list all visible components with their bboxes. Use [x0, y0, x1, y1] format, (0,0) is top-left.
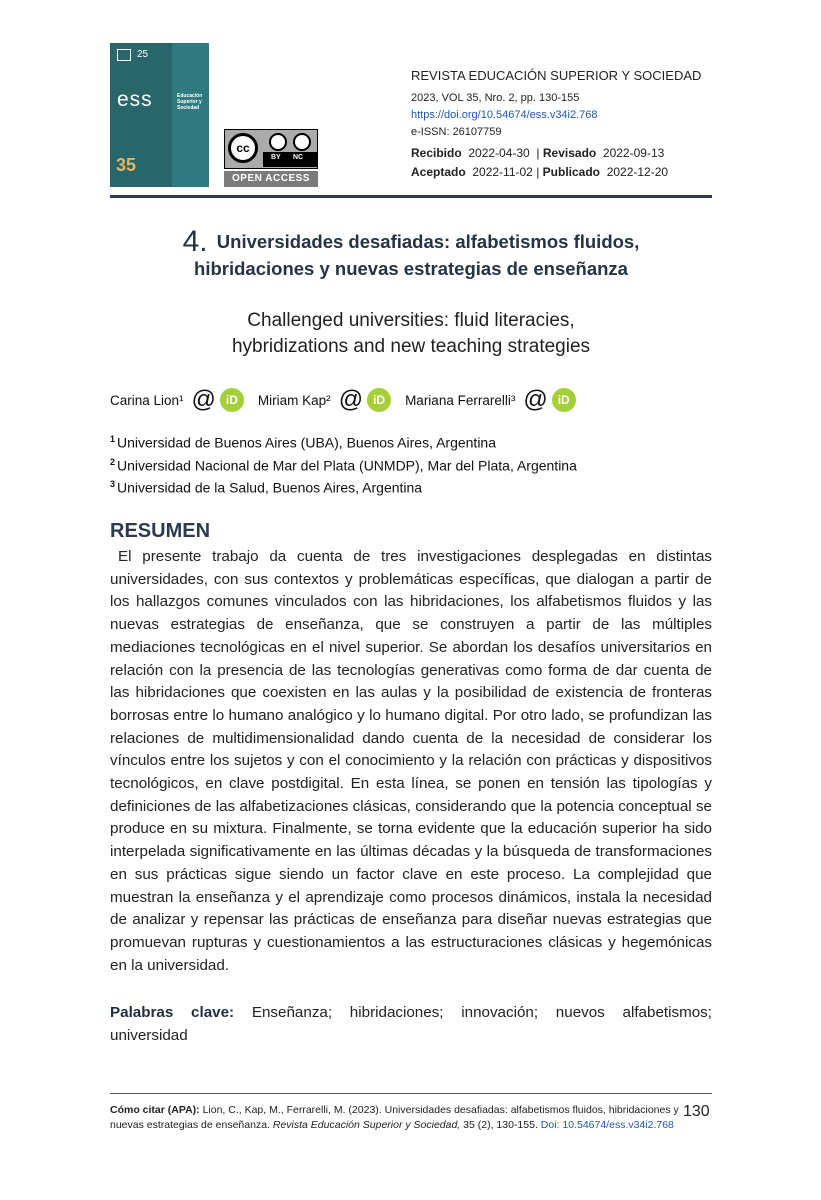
- affiliation-number: 2: [110, 457, 116, 467]
- published-label: Publicado: [542, 165, 601, 179]
- revised-label: Revisado: [542, 146, 597, 160]
- cover-logo-number: 25: [137, 49, 149, 60]
- author-list: [110, 386, 590, 414]
- affiliation: [110, 457, 577, 474]
- journal-name: REVISTA EDUCACIÓN SUPERIOR Y SOCIEDAD: [411, 68, 702, 83]
- accepted-label: Aceptado: [411, 165, 466, 179]
- volume-info: 2023, VOL 35, Nro. 2, pp. 130-155: [411, 92, 580, 104]
- noncommercial-icon: [293, 133, 311, 151]
- received-date: 2022-04-30: [468, 146, 530, 160]
- cover-number: 35: [116, 155, 137, 175]
- affiliation-number: 3: [110, 479, 116, 489]
- citation: [110, 1103, 680, 1133]
- affiliation-text: Universidad Nacional de Mar del Plata (UNMDP), Mar del Plata, Argentina: [117, 457, 577, 474]
- email-icon[interactable]: @: [191, 386, 216, 413]
- orcid-icon[interactable]: iD: [552, 388, 576, 412]
- unesco-logo: [117, 49, 131, 61]
- keywords-text: Enseñanza; hibridaciones; innovación; nuevos alfabetismos; universidad: [110, 1004, 712, 1044]
- doi-link[interactable]: https://doi.org/10.54674/ess.v34i2.768: [411, 109, 598, 121]
- affiliation-number: 1: [110, 434, 116, 444]
- journal-cover: [110, 43, 209, 187]
- citation-journal: Revista Educación Superior y Sociedad,: [272, 1119, 461, 1131]
- article-title-en: [110, 308, 712, 360]
- issn: e-ISSN: 26107759: [411, 126, 502, 138]
- article-number: 4.: [182, 225, 208, 258]
- header-divider: [110, 195, 712, 198]
- affiliation: [110, 479, 422, 496]
- license-nc: NC: [293, 154, 304, 161]
- email-icon[interactable]: @: [523, 386, 548, 413]
- dates-row-2: [411, 165, 668, 179]
- abstract-text: El presente trabajo da cuenta de tres investigaciones desplegadas en distintas universidades, con sus contextos y problemáticas específicas, que dialogan a partir de los hallazgos comunes vinculados con las hibridaciones, los alfabetismos fluidos y las nuevas estrategias de enseñanza, que se construyen a partir de las múltiples mediaciones tecnológicas en el nivel superior. Se abordan los desafíos universitarios en relación con la presencia de las tecnologías generativas como forma de dar cuenta de las hibridaciones que coexisten en las aulas y la posibilidad de existencia de fronteras borrosas entre lo humano analógico y lo humano digital. Por otro lado, se profundizan las relaciones de multidimensionalidad dando cuenta de la necesidad de considerar los vínculos entre los sujetos y con el conocimiento y la relación con prácticas y dispositivos tecnológicos, en clave postdigital. En esta línea, se ponen en tensión las tipologías y definiciones de las alfabetizaciones clásicas, considerando que la potencia conceptual se produce en su mixtura. Finalmente, se torna evidente que la educación superior ha sido interpelada significativamente en las últimas décadas y la búsqueda de transformaciones en sus prácticas sigue siendo un factor clave en este proceso. La complejidad que muestran la enseñanza y el aprendizaje como procesos dinámicos, instala la necesidad de analizar y repensar las prácticas de enseñanza para diseñar nuevas estrategias que promuevan rupturas y cuestionamientos a las estructuraciones clásicas y hegemónicas en la universidad.: [110, 548, 712, 974]
- page-number: 130: [683, 1103, 710, 1120]
- cc-license-badge[interactable]: [224, 129, 318, 169]
- citation-text: Lion, C., Kap, M., Ferrarelli, M. (2023). Universidades desafiadas: alfabetismos fluidos, hibridaciones y nuevas estrategias de enseñanza.: [110, 1104, 679, 1131]
- affiliation-text: Universidad de la Salud, Buenos Aires, Argentina: [117, 479, 423, 496]
- date-separator: |: [536, 146, 540, 160]
- citation-volume: 35 (2), 130-155.: [463, 1119, 538, 1131]
- abstract-heading: RESUMEN: [110, 520, 211, 542]
- cc-icon: cc: [228, 133, 258, 163]
- author-name: Miriam Kap²: [257, 392, 331, 408]
- author-name: Carina Lion¹: [110, 392, 184, 408]
- orcid-icon[interactable]: iD: [220, 388, 244, 412]
- orcid-icon[interactable]: iD: [367, 388, 391, 412]
- received-label: Recibido: [411, 146, 462, 160]
- citation-doi-link[interactable]: Doi: 10.54674/ess.v34i2.768: [540, 1119, 674, 1131]
- title-en-line-2: hybridizations and new teaching strategies: [231, 336, 591, 357]
- dates-row-1: [411, 146, 664, 160]
- license-by: BY: [271, 154, 281, 161]
- affiliation-text: Universidad de Buenos Aires (UBA), Buenos Aires, Argentina: [117, 434, 496, 451]
- published-date: 2022-12-20: [606, 165, 669, 179]
- email-icon[interactable]: @: [338, 386, 364, 413]
- cover-subtitle: Educación Superior y Sociedad: [177, 93, 203, 111]
- title-es-line-1: Universidades desafiadas: alfabetismos fluidos,: [216, 231, 640, 252]
- affiliation: [110, 434, 496, 451]
- accepted-date: 2022-11-02: [472, 165, 533, 179]
- revised-date: 2022-09-13: [602, 146, 665, 160]
- open-access-label: OPEN ACCESS: [224, 171, 318, 187]
- citation-label: Cómo citar (APA):: [110, 1104, 200, 1116]
- article-title-es: [110, 225, 712, 282]
- footer-divider: [110, 1093, 712, 1094]
- keywords-label: Palabras clave:: [110, 1004, 235, 1021]
- cover-short-title: ess: [117, 88, 153, 111]
- date-separator: |: [536, 165, 540, 179]
- attribution-icon: [269, 133, 287, 151]
- author-name: Mariana Ferrarelli³: [405, 392, 516, 408]
- title-es-line-2: hibridaciones y nuevas estrategias de enseñanza: [194, 258, 628, 279]
- title-en-line-1: Challenged universities: fluid literacies,: [247, 310, 575, 331]
- keywords: [110, 1002, 712, 1047]
